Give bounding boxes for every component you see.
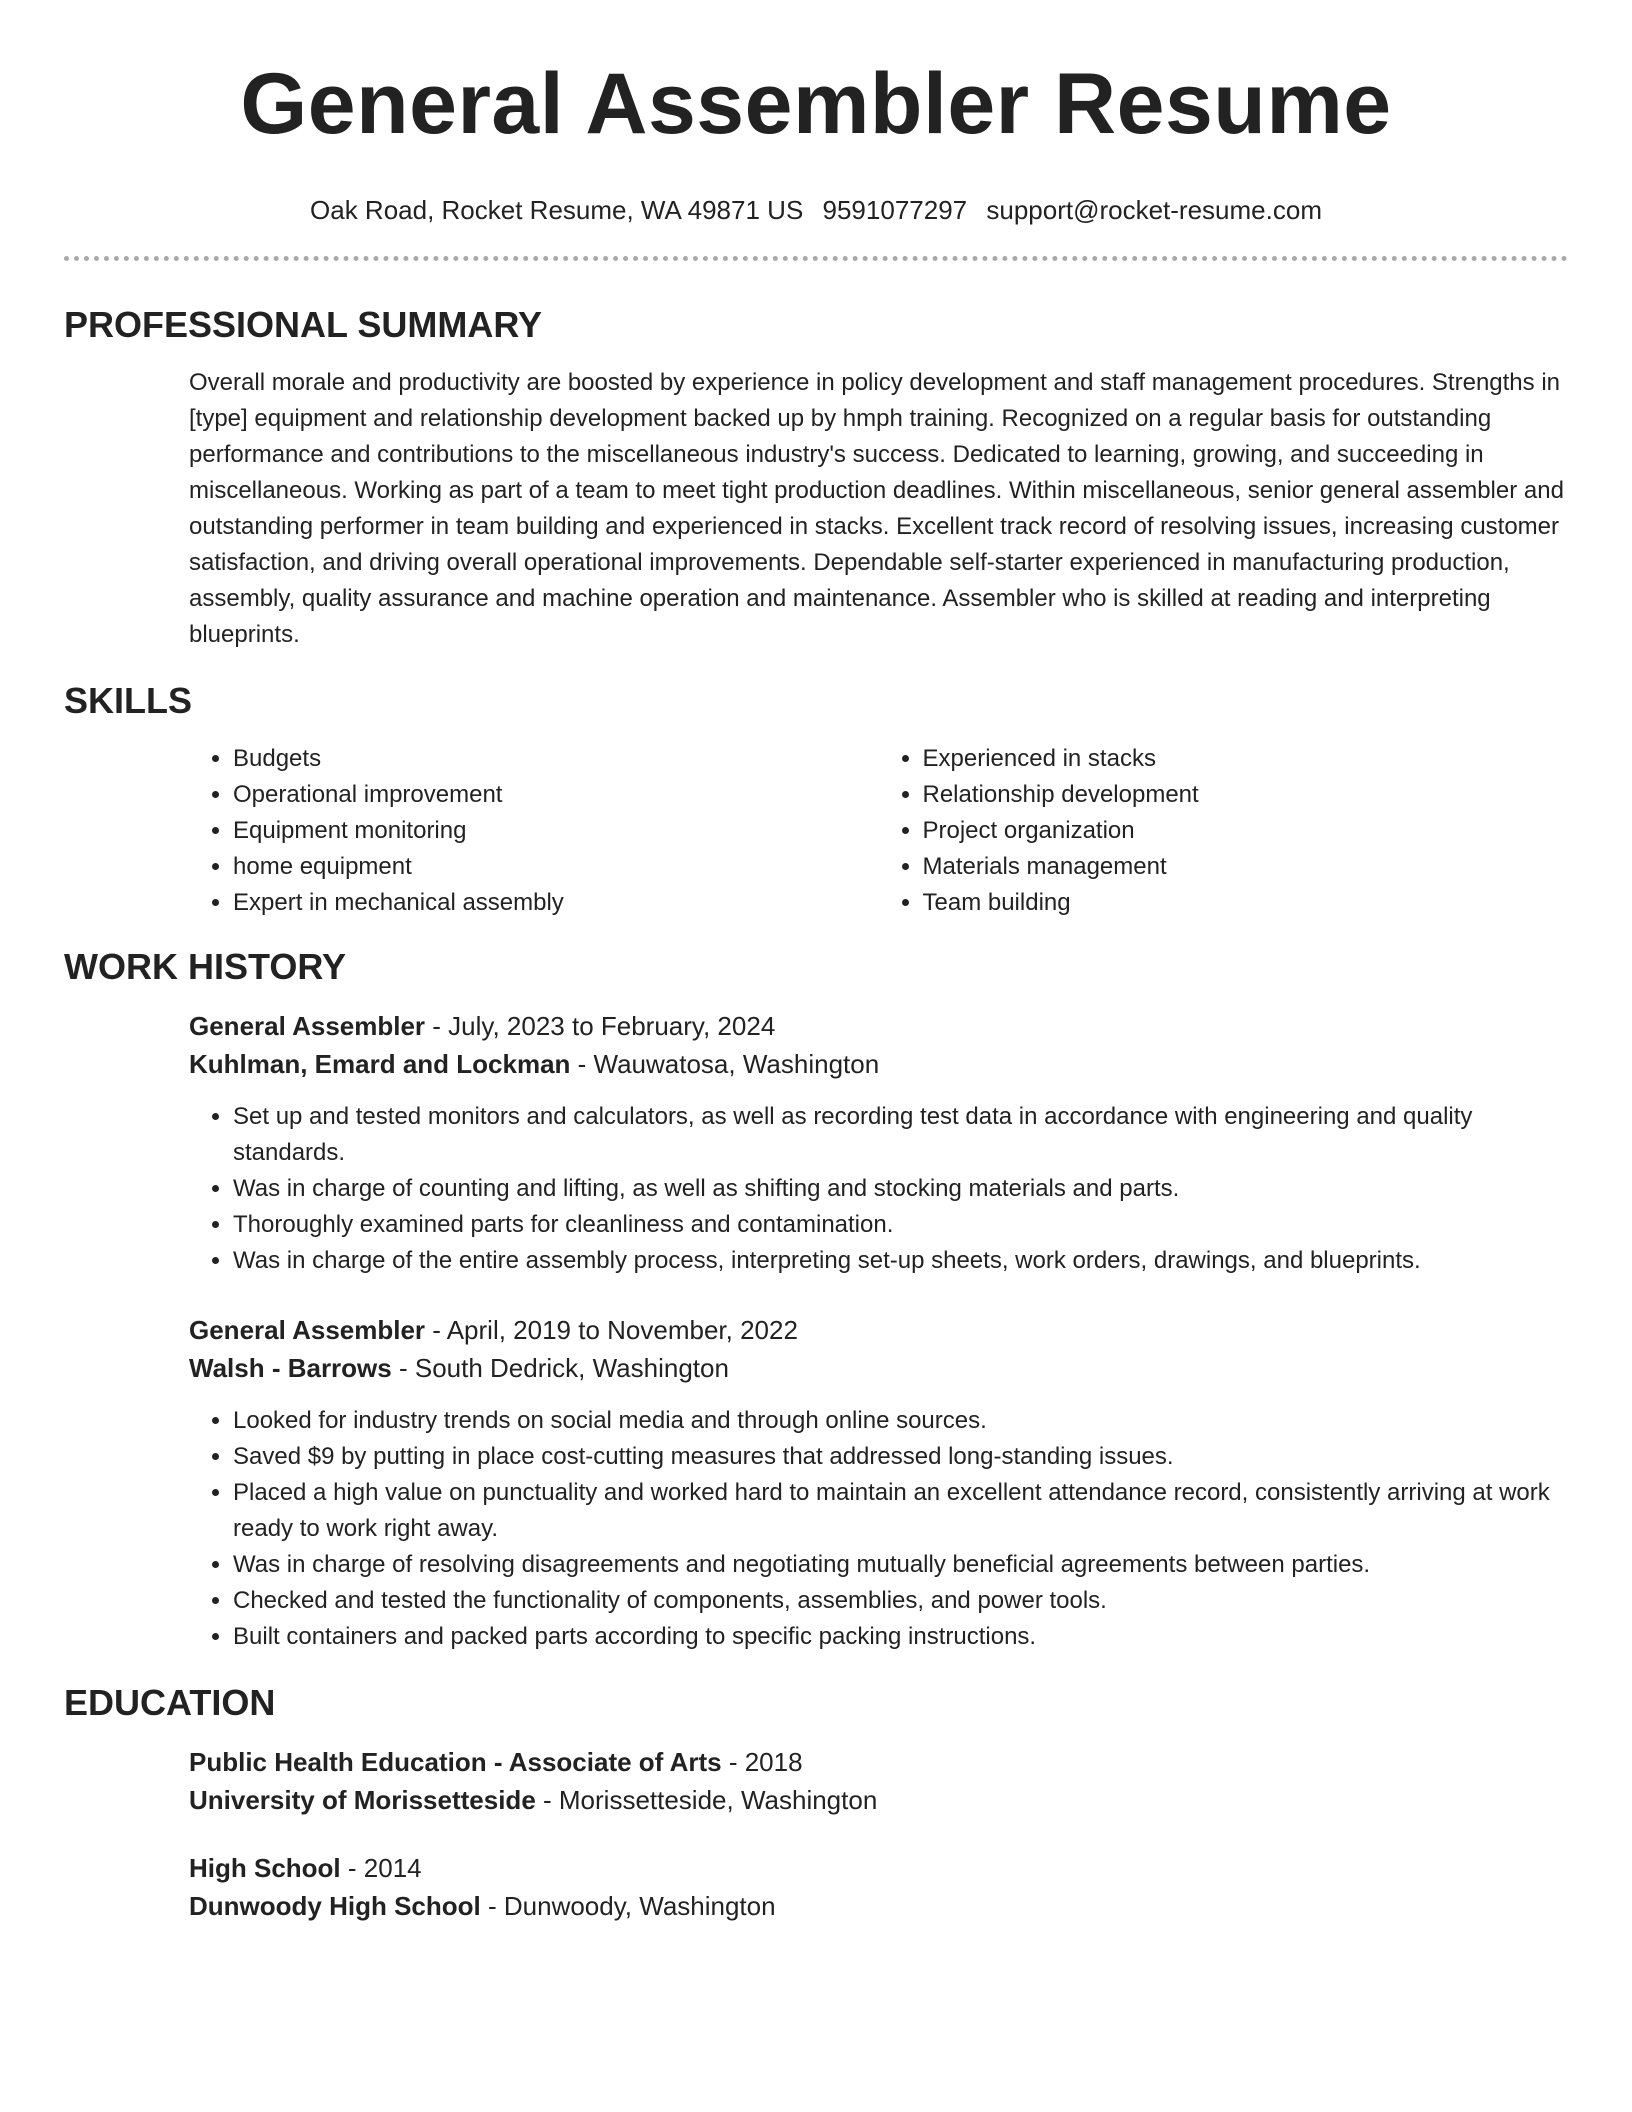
summary-section [64, 365, 1568, 653]
contact-email: support@rocket-resume.com [986, 195, 1322, 225]
job-bullet: • Was in charge of the entire assembly process, interpreting set-up sheets, work orders, drawings, and blueprints. [233, 1243, 1568, 1279]
job-bullet: • Was in charge of resolving disagreements and negotiating mutually beneficial agreements between parties. [233, 1547, 1568, 1583]
skill-item: • Experienced in stacks [923, 741, 1569, 777]
skill-item: • Materials management [923, 849, 1569, 885]
skill-item: • Expert in mechanical assembly [233, 885, 879, 921]
skills-section [64, 741, 1568, 921]
job-dates: - April, 2019 to November, 2022 [425, 1315, 798, 1345]
education-location: - Dunwoody, Washington [480, 1891, 776, 1921]
skills-heading: SKILLS [64, 680, 193, 721]
job-entry [64, 1311, 1568, 1655]
contact-line [64, 194, 1568, 226]
work-heading: WORK HISTORY [64, 946, 347, 987]
job-bullet: • Placed a high value on punctuality and worked hard to maintain an excellent attendance record, consistently arriving at work ready to work right away. [233, 1475, 1568, 1547]
job-bullet: • Was in charge of counting and lifting, as well as shifting and stocking materials and parts. [233, 1171, 1568, 1207]
job-location: - Wauwatosa, Washington [570, 1049, 880, 1079]
job-company-line [189, 1045, 1568, 1083]
summary-heading: PROFESSIONAL SUMMARY [64, 304, 543, 345]
education-entry [64, 1743, 1568, 1819]
education-degree-line [189, 1743, 1568, 1781]
job-bullet: • Saved $9 by putting in place cost-cutting measures that addressed long-standing issues. [233, 1439, 1568, 1475]
header-divider [64, 256, 1568, 261]
skill-item: • home equipment [233, 849, 879, 885]
education-location: - Morissetteside, Washington [535, 1785, 878, 1815]
education-degree: High School [189, 1853, 341, 1883]
education-heading: EDUCATION [64, 1682, 276, 1723]
skill-item: • Relationship development [923, 777, 1569, 813]
job-company-line [189, 1349, 1568, 1387]
job-company: Kuhlman, Emard and Lockman [189, 1049, 571, 1079]
job-company: Walsh - Barrows [189, 1353, 392, 1383]
skill-item: • Operational improvement [233, 777, 879, 813]
skill-item: • Team building [923, 885, 1569, 921]
education-degree: Public Health Education - Associate of Arts [189, 1747, 722, 1777]
skill-item: • Project organization [923, 813, 1569, 849]
job-bullets [189, 1403, 1568, 1655]
education-school-line [189, 1781, 1568, 1819]
education-school: Dunwoody High School [189, 1891, 481, 1921]
skills-list-left [189, 741, 879, 921]
job-title-line [189, 1311, 1568, 1349]
resume-title: General Assembler Resume [240, 56, 1392, 152]
skill-item: • Equipment monitoring [233, 813, 879, 849]
job-dates: - July, 2023 to February, 2024 [425, 1011, 776, 1041]
job-bullet: • Looked for industry trends on social media and through online sources. [233, 1403, 1568, 1439]
education-school: University of Morissetteside [189, 1785, 536, 1815]
job-title: General Assembler [189, 1011, 426, 1041]
job-bullet: • Set up and tested monitors and calculators, as well as recording test data in accordance with engineering and quality standards. [233, 1099, 1568, 1171]
education-degree-line [189, 1849, 1568, 1887]
job-title: General Assembler [189, 1315, 426, 1345]
education-entry [64, 1849, 1568, 1925]
job-location: - South Dedrick, Washington [391, 1353, 729, 1383]
skill-item: • Budgets [233, 741, 879, 777]
skills-list-right [879, 741, 1569, 921]
contact-address: Oak Road, Rocket Resume, WA 49871 US [310, 195, 804, 225]
job-bullet: • Built containers and packed parts according to specific packing instructions. [233, 1619, 1568, 1655]
job-bullet: • Thoroughly examined parts for cleanliness and contamination. [233, 1207, 1568, 1243]
job-bullet: • Checked and tested the functionality of components, assemblies, and power tools. [233, 1583, 1568, 1619]
job-bullets [189, 1099, 1568, 1279]
education-year: - 2014 [340, 1853, 422, 1883]
job-title-line [189, 1007, 1568, 1045]
contact-phone: 9591077297 [822, 195, 968, 225]
education-school-line [189, 1887, 1568, 1925]
education-year: - 2018 [721, 1747, 803, 1777]
summary-text: Overall morale and productivity are boosted by experience in policy development and staff management procedures. Strengths in [type] equipment and relationship development backed up by hmph training. Recognized on a regular basis for outstanding performance and contributions to the miscellaneous industry's success. Dedicated to learning, growing, and succeeding in miscellaneous. Working as part of a team to meet tight production deadlines. Within miscellaneous, senior general assembler and outstanding performer in team building and experienced in stacks. Excellent track record of resolving issues, increasing customer satisfaction, and driving overall operational improvements. Dependable self-starter experienced in manufacturing production, assembly, quality assurance and machine operation and maintenance. Assembler who is skilled at reading and interpreting blueprints. [189, 369, 1564, 648]
job-entry [64, 1007, 1568, 1279]
